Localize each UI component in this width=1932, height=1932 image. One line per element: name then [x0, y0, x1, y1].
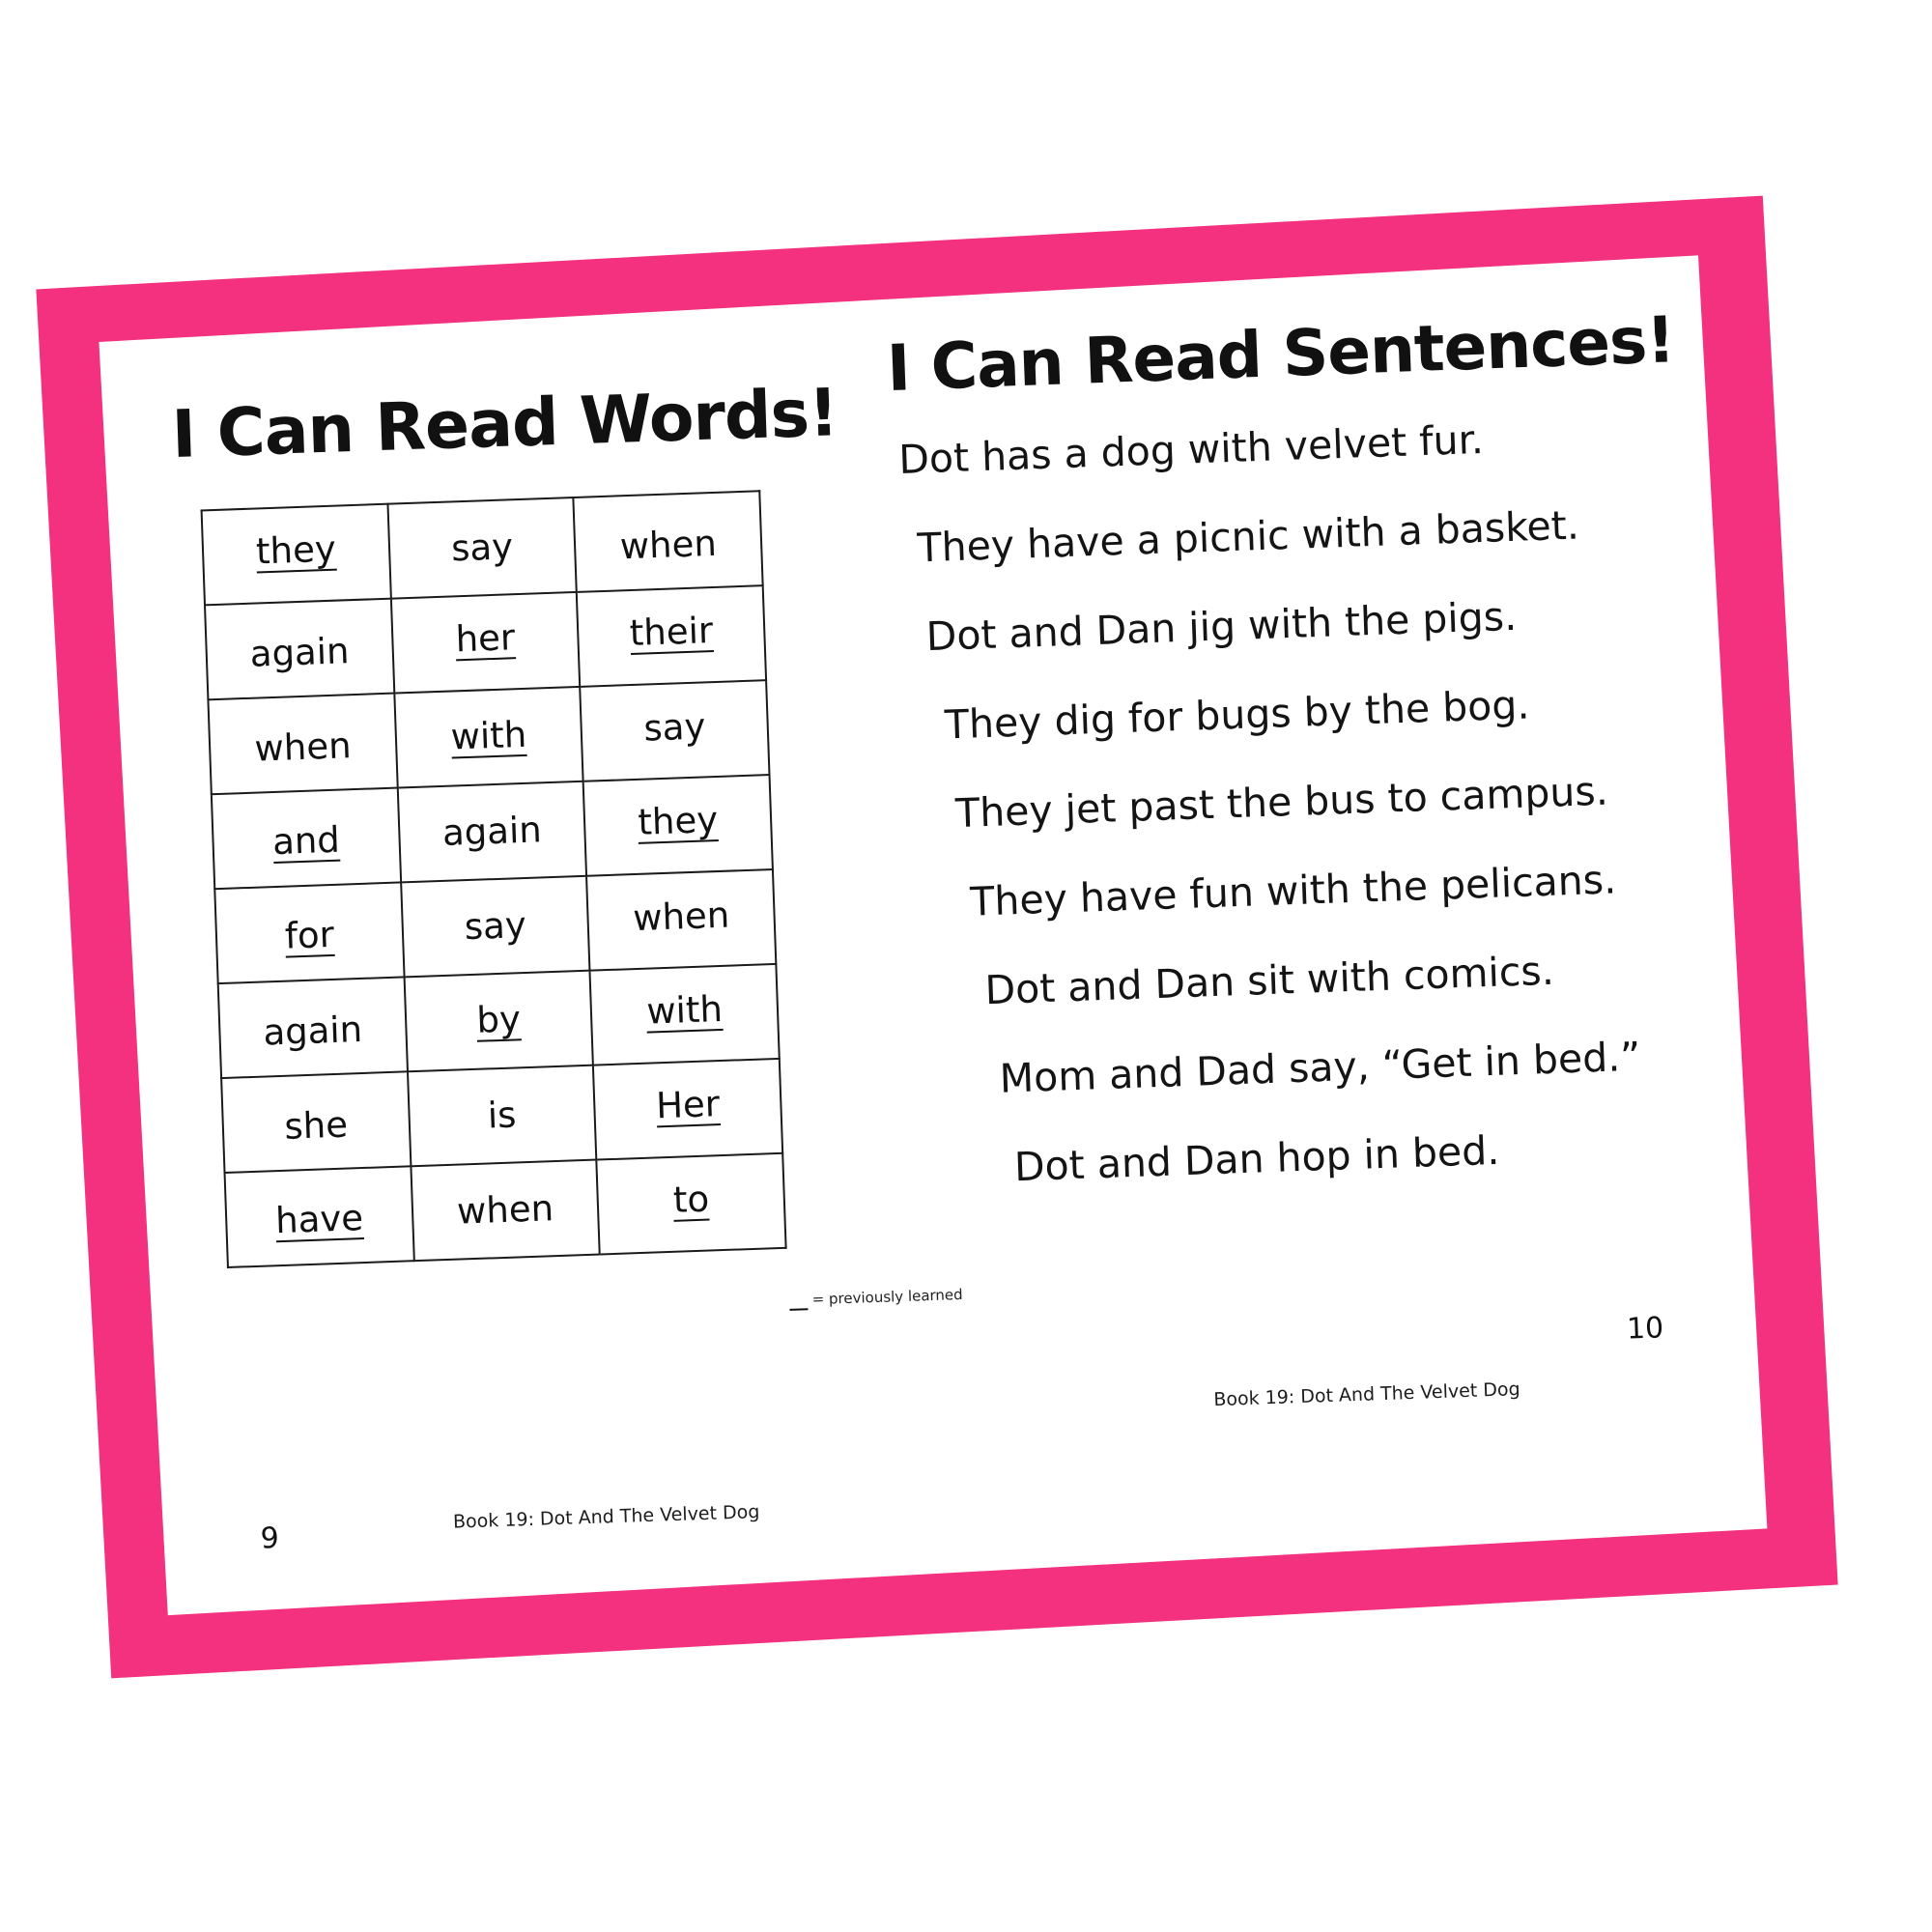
word-cell[interactable] [212, 788, 401, 890]
word-text: they [637, 798, 719, 843]
word-text: for [284, 913, 335, 957]
word-text: with [449, 713, 527, 758]
word-cell[interactable] [404, 971, 593, 1072]
list-item: They have a picnic with a basket. [916, 501, 1580, 572]
word-text: again [262, 1008, 363, 1054]
word-cell[interactable] [225, 1166, 414, 1267]
word-cell[interactable] [577, 585, 766, 687]
word-cell[interactable] [583, 775, 773, 876]
word-text: again [441, 808, 543, 854]
word-cell[interactable] [391, 592, 581, 694]
word-text: have [274, 1197, 364, 1242]
word-cell[interactable] [586, 869, 776, 971]
word-text: is [487, 1093, 518, 1136]
list-item: Dot and Dan sit with comics. [983, 947, 1555, 1014]
word-cell[interactable] [205, 599, 394, 700]
word-text: she [283, 1103, 349, 1148]
word-text: their [629, 610, 714, 655]
word-cell[interactable] [411, 1160, 600, 1262]
word-cell[interactable] [397, 781, 586, 883]
book-spread [36, 196, 1837, 1679]
word-text: when [253, 724, 353, 770]
table-row [225, 1153, 786, 1267]
page-title-words: I Can Read Words! [170, 375, 839, 474]
list-item: Dot has a dog with velvet fur. [897, 415, 1485, 484]
word-cell[interactable] [214, 882, 404, 983]
word-cell[interactable] [221, 1071, 411, 1173]
word-cell[interactable] [202, 504, 391, 606]
word-text: when [456, 1186, 554, 1233]
word-cell[interactable] [597, 1153, 786, 1255]
list-item: Mom and Dad say, “Get in bed.” [998, 1033, 1641, 1103]
left-page [99, 302, 963, 1615]
word-cell[interactable] [408, 1065, 597, 1167]
word-text: again [249, 629, 351, 675]
footer-right: Book 19: Dot And The Velvet Dog [1212, 1378, 1520, 1411]
word-table [201, 490, 787, 1268]
word-cell[interactable] [593, 1059, 782, 1160]
word-cell[interactable] [218, 977, 408, 1078]
word-text: her [454, 616, 516, 661]
page-number-left: 9 [260, 1520, 280, 1556]
legend-underline-sample [789, 1291, 808, 1311]
right-page [835, 255, 1767, 1575]
word-text: say [642, 704, 707, 750]
word-text: when [632, 894, 730, 939]
word-cell[interactable] [574, 491, 763, 592]
footer-left: Book 19: Dot And The Velvet Dog [452, 1501, 760, 1533]
word-cell[interactable] [590, 964, 780, 1065]
list-item: They jet past the bus to campus. [954, 767, 1609, 838]
word-text: to [672, 1178, 710, 1221]
word-cell[interactable] [401, 876, 590, 978]
word-grid [201, 488, 850, 1268]
list-item: They have fun with the pelicans. [969, 856, 1617, 925]
page-number-right: 10 [1626, 1311, 1664, 1347]
list-item: Dot and Dan jig with the pigs. [924, 592, 1518, 661]
word-text: when [619, 522, 718, 567]
list-item: They dig for bugs by the bog. [943, 681, 1530, 749]
word-cell[interactable] [208, 694, 397, 795]
page-inner [99, 255, 1767, 1615]
word-text: Her [655, 1083, 721, 1127]
word-cell[interactable] [387, 497, 577, 599]
word-cell[interactable] [394, 687, 583, 788]
word-text: say [464, 903, 527, 948]
sentence-list [892, 413, 1682, 1193]
list-item: Dot and Dan hop in bed. [1012, 1127, 1500, 1191]
word-text: and [271, 818, 341, 864]
word-text: with [645, 987, 724, 1033]
word-cell[interactable] [581, 680, 770, 781]
word-text: say [450, 525, 514, 569]
word-text: they [255, 527, 337, 573]
page-title-sentences: I Can Read Sentences! [885, 302, 1676, 407]
word-text: by [475, 998, 522, 1041]
legend-label: = previously learned [811, 1285, 963, 1309]
